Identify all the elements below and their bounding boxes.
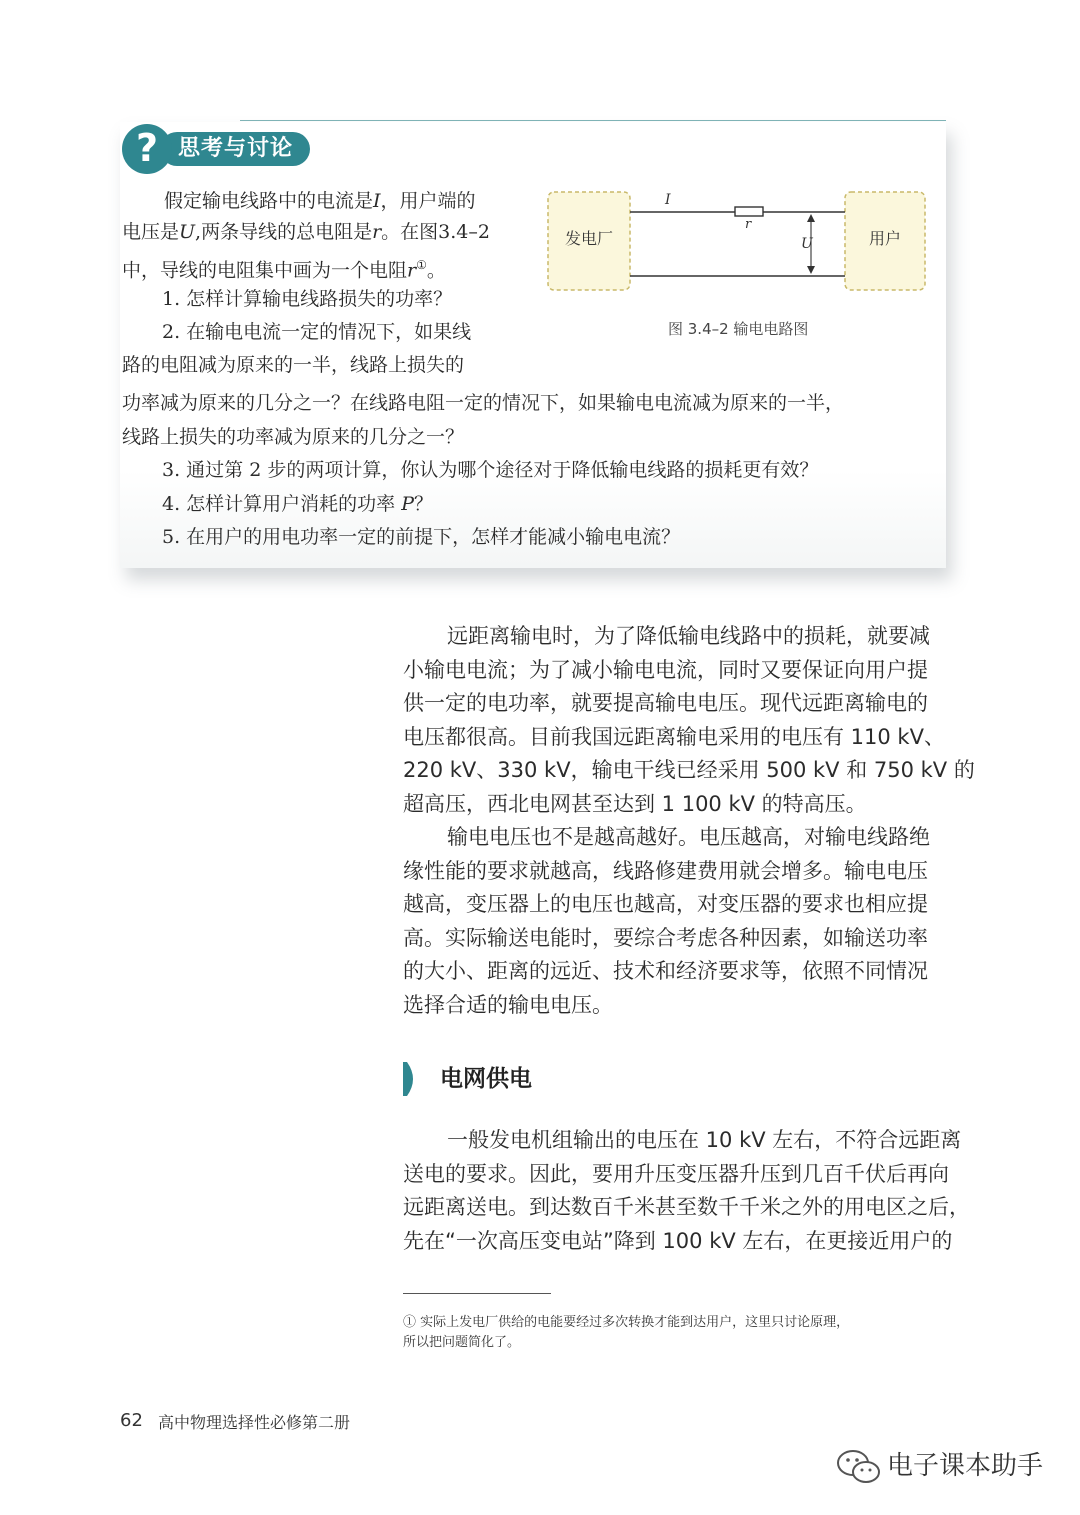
p3-line-2: 送电的要求。因此，要用升压变压器升压到几百千伏后再向 xyxy=(403,1162,949,1186)
question-2-line-4: 线路上损失的功率减为原来的几分之一？ xyxy=(122,426,465,448)
intro-text: ，用户端的 xyxy=(380,190,476,212)
var-U: U xyxy=(179,221,196,243)
discussion-top-rule xyxy=(240,120,946,121)
intro-text: 。在图3.4–2 xyxy=(381,221,490,243)
discussion-badge xyxy=(120,124,320,174)
intro-text: 假定输电线路中的电流是 xyxy=(164,190,374,212)
p1-line-2: 小输电电流；为了减小输电电流，同时又要保证向用户提 xyxy=(403,658,928,682)
footnote-line-2: 所以把问题简化了。 xyxy=(403,1335,521,1350)
section-marker-icon xyxy=(403,1062,419,1096)
var-I: I xyxy=(373,190,381,212)
question-1: 1. 怎样计算输电线路损失的功率？ xyxy=(162,288,453,310)
intro-text: 。 xyxy=(426,259,446,282)
question-4-text: ？ xyxy=(414,493,434,515)
question-2-line-1: 2. 在输电电流一定的情况下，如果线 xyxy=(162,321,472,343)
p1-line-1: 远距离输电时，为了降低输电线路中的损耗，就要减 xyxy=(447,624,930,648)
p2-line-2: 缘性能的要求就越高，线路修建费用就会增多。输电电压 xyxy=(403,859,928,883)
question-mark: ? xyxy=(136,126,159,170)
question-2-line-2: 路的电阻减为原来的一半，线路上损失的 xyxy=(122,354,465,376)
figure-caption: 图 3.4–2 输电电路图 xyxy=(668,320,809,338)
p3-line-4: 先在“一次高压变电站”降到 100 kV 左右，在更接近用户的 xyxy=(403,1229,953,1253)
current-label: I xyxy=(665,192,671,208)
intro-line-2 xyxy=(122,215,490,249)
question-icon xyxy=(122,124,172,174)
question-3: 3. 通过第 2 步的两项计算，你认为哪个途径对于降低输电线路的损耗更有效？ xyxy=(162,459,819,481)
intro-line-1 xyxy=(164,184,476,218)
var-P: P xyxy=(401,493,415,515)
p3-line-1: 一般发电机组输出的电压在 10 kV 左右，不符合远距离 xyxy=(447,1128,962,1152)
footnote-ref[interactable]: ① xyxy=(416,258,427,272)
wechat-icon xyxy=(836,1448,882,1486)
page-number: 62 xyxy=(120,1410,143,1431)
footnote-rule xyxy=(403,1293,551,1294)
p2-line-1: 输电电压也不是越高越好。电压越高，对输电线路绝 xyxy=(447,825,930,849)
var-r: r xyxy=(372,221,382,243)
book-title: 高中物理选择性必修第二册 xyxy=(158,1413,351,1432)
voltage-arrow-head-down xyxy=(807,266,815,274)
discussion-title: 思考与讨论 xyxy=(178,136,294,161)
var-r: r xyxy=(407,259,417,282)
intro-text: ,两条导线的总电阻是 xyxy=(195,221,373,243)
p1-line-5: 220 kV、330 kV，输电干线已经采用 500 kV 和 750 kV 的 xyxy=(403,758,975,782)
p2-line-4: 高。实际输送电能时，要综合考虑各种因素，如输送功率 xyxy=(403,926,928,950)
question-2-line-3: 功率减为原来的几分之一？在线路电阻一定的情况下，如果输电电流减为原来的一半， xyxy=(122,392,845,414)
resistance-label: r xyxy=(745,217,752,232)
power-plant-label: 发电厂 xyxy=(564,229,614,248)
voltage-label: U xyxy=(801,236,813,252)
question-5: 5. 在用户的用电功率一定的前提下，怎样才能减小输电电流？ xyxy=(162,526,681,548)
user-label: 用户 xyxy=(868,229,902,248)
p1-line-4: 电压都很高。目前我国远距离输电采用的电压有 110 kV、 xyxy=(403,725,945,749)
watermark-text: 电子课本助手 xyxy=(887,1451,1044,1481)
section-title: 电网供电 xyxy=(440,1066,532,1092)
circuit-diagram xyxy=(545,186,935,298)
intro-text: 电压是 xyxy=(122,221,180,243)
p2-line-6: 选择合适的输电电压。 xyxy=(403,993,613,1017)
p2-line-3: 越高，变压器上的电压也越高，对变压器的要求也相应提 xyxy=(403,892,928,916)
intro-text: 中，导线的电阻集中画为一个电阻 xyxy=(122,259,408,282)
question-4 xyxy=(162,487,433,521)
p1-line-6: 超高压，西北电网甚至达到 1 100 kV 的特高压。 xyxy=(403,792,867,816)
p1-line-3: 供一定的电功率，就要提高输电电压。现代远距离输电的 xyxy=(403,691,928,715)
p3-line-3: 远距离送电。到达数百千米甚至数千千米之外的用电区之后， xyxy=(403,1195,970,1219)
question-4-text: 4. 怎样计算用户消耗的功率 xyxy=(162,493,402,515)
p2-line-5: 的大小、距离的远近、技术和经济要求等，依照不同情况 xyxy=(403,959,928,983)
resistor xyxy=(735,207,763,216)
footnote-line-1: ① 实际上发电厂供给的电能要经过多次转换才能到达用户，这里只讨论原理， xyxy=(403,1315,850,1330)
voltage-arrow-head-up xyxy=(807,214,815,222)
